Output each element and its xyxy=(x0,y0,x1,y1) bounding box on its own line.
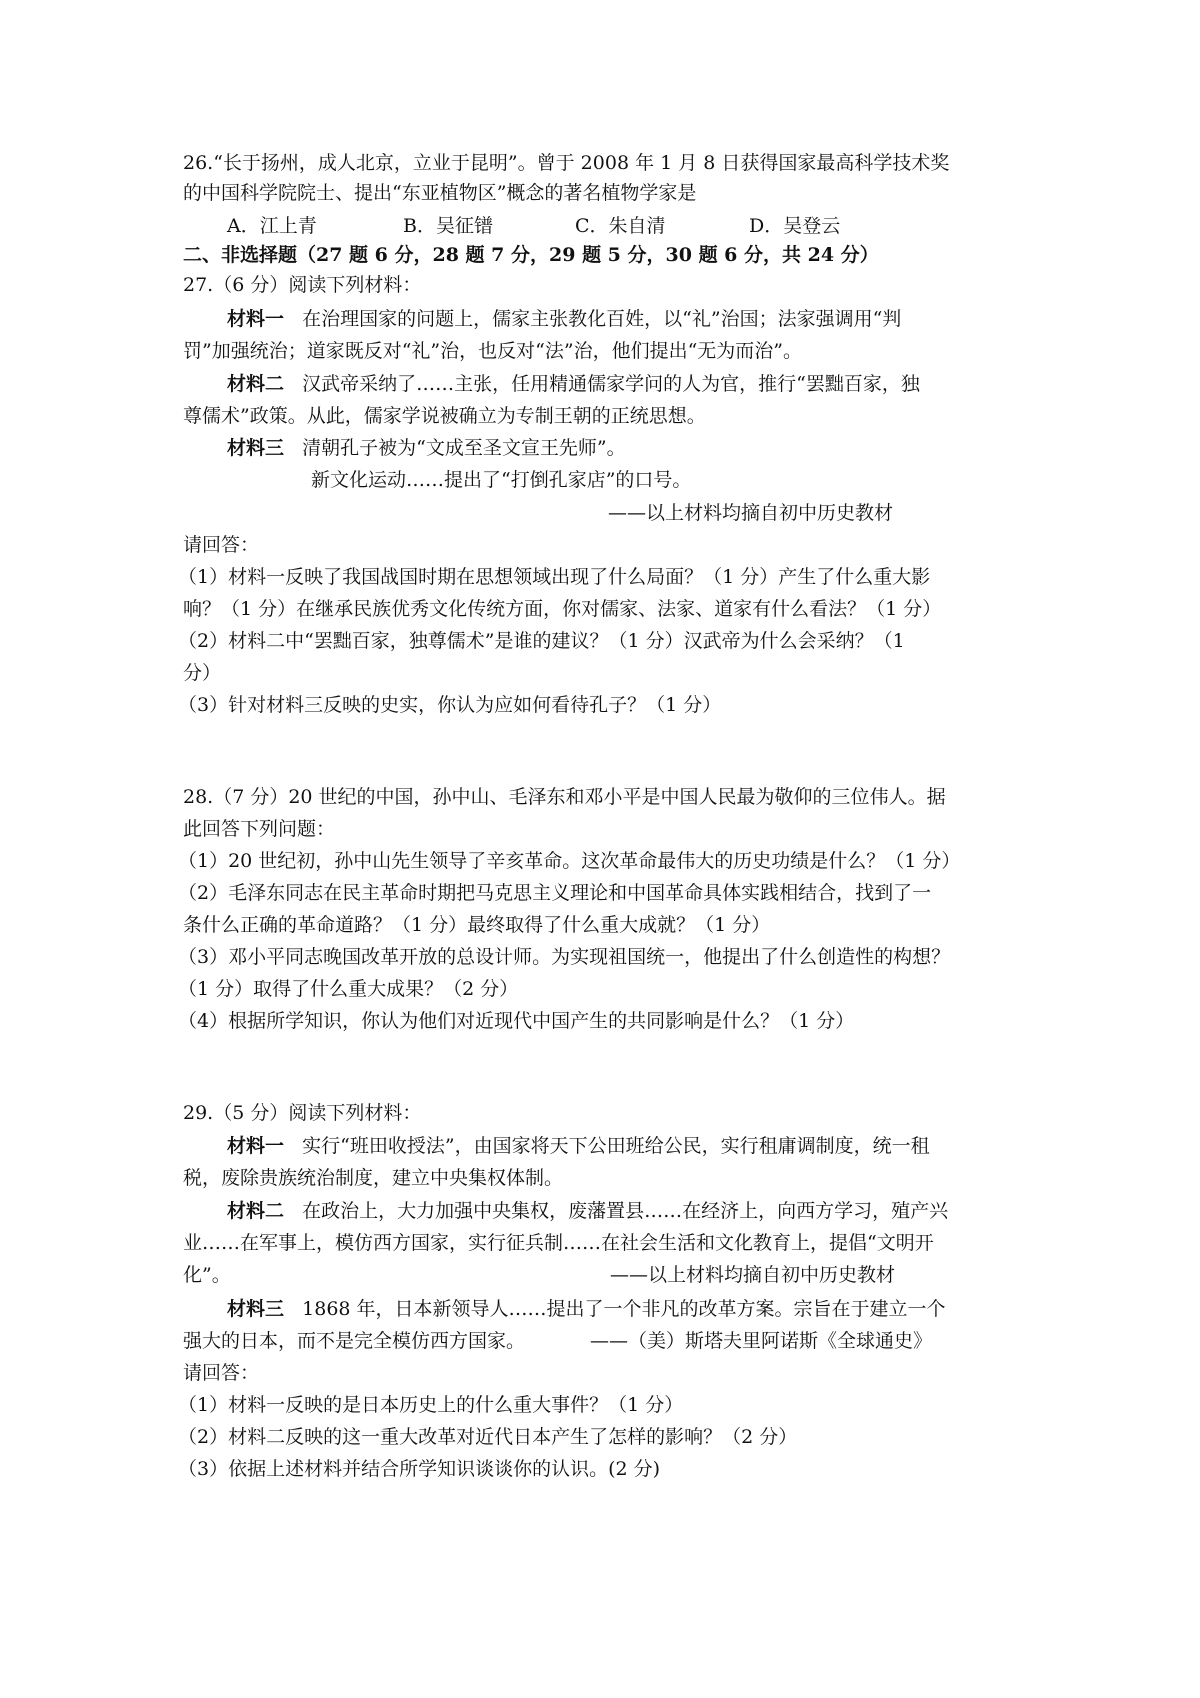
q27-material3-line2: 新文化运动……提出了“打倒孔家店”的口号。 xyxy=(311,469,692,491)
q29-material2-text1: 在政治上，大力加强中央集权，废藩置县……在经济上，向西方学习，殖产兴 xyxy=(302,1200,949,1222)
q26-option-a: A．江上青 xyxy=(227,215,317,237)
q26-option-c: C．朱自清 xyxy=(575,215,666,237)
q29-material2-line2: 业……在军事上，模仿西方国家，实行征兵制……在社会生活和文化教育上，提倡“文明开 xyxy=(183,1232,934,1254)
q27-answer-prompt: 请回答： xyxy=(183,534,260,556)
q26-stem-line1: 26.“长于扬州，成人北京，立业于昆明”。曾于 2008 年 1 月 8 日获得国家最高科学技术奖 xyxy=(183,152,950,174)
q26-option-d: D．吴登云 xyxy=(749,215,841,237)
q29-sub3: （3）依据上述材料并结合所学知识谈谈你的认识。(2 分) xyxy=(178,1458,661,1480)
q27-sub1-line1: （1）材料一反映了我国战国时期在思想领域出现了什么局面？（1 分）产生了什么重大影 xyxy=(178,566,931,588)
q27-sub2-line2: 分） xyxy=(183,662,222,684)
q29-material2-source: ——以上材料均摘自初中历史教材 xyxy=(610,1264,896,1286)
q29-sub1: （1）材料一反映的是日本历史上的什么重大事件？（1 分） xyxy=(178,1394,684,1416)
q28-sub3-line2: （1 分）取得了什么重大成果？（2 分） xyxy=(178,978,519,1000)
q29-intro: 29.（5 分）阅读下列材料： xyxy=(183,1102,422,1124)
q29-material2-line3: 化”。 xyxy=(183,1264,231,1286)
q29-material3-text1: 1868 年，日本新领导人……提出了一个非凡的改革方案。宗旨在于建立一个 xyxy=(302,1298,946,1320)
q27-material1-label: 材料一 xyxy=(227,308,285,330)
q29-sub2: （2）材料二反映的这一重大改革对近代日本产生了怎样的影响？（2 分） xyxy=(178,1426,798,1448)
q29-answer-prompt: 请回答： xyxy=(183,1362,260,1384)
q28-sub4: （4）根据所学知识，你认为他们对近现代中国产生的共同影响是什么？（1 分） xyxy=(178,1010,855,1032)
q29-material2-label: 材料二 xyxy=(227,1200,285,1222)
section2-title: 二、非选择题（27 题 6 分，28 题 7 分，29 题 5 分，30 题 6 分，共 24 分） xyxy=(183,244,879,266)
q27-material1-line2: 罚”加强统治；道家既反对“礼”治，也反对“法”治，他们提出“无为而治”。 xyxy=(183,340,802,362)
q29-material1-line2: 税，废除贵族统治制度，建立中央集权体制。 xyxy=(183,1167,564,1189)
q28-sub1: （1）20 世纪初，孙中山先生领导了辛亥革命。这次革命最伟大的历史功绩是什么？（1 分） xyxy=(178,850,961,872)
q29-material1-label: 材料一 xyxy=(227,1135,285,1157)
q29-material1-line1 xyxy=(227,1133,930,1159)
q27-material2-label: 材料二 xyxy=(227,373,285,395)
q29-material3-line2: 强大的日本，而不是完全模仿西方国家。 xyxy=(183,1330,526,1352)
q27-sub2-line1: （2）材料二中“罢黜百家，独尊儒术”是谁的建议？（1 分）汉武帝为什么会采纳？（1 xyxy=(178,630,905,652)
q27-intro: 27.（6 分）阅读下列材料： xyxy=(183,274,422,296)
q27-sub3: （3）针对材料三反映的史实，你认为应如何看待孔子？（1 分） xyxy=(178,694,722,716)
q29-material3-line1 xyxy=(227,1296,946,1322)
q27-material3-label: 材料三 xyxy=(227,437,285,459)
q29-material2-line1 xyxy=(227,1198,948,1224)
q27-source: ——以上材料均摘自初中历史教材 xyxy=(608,502,894,524)
q27-material2-text1: 汉武帝采纳了……主张，任用精通儒家学问的人为官，推行“罢黜百家，独 xyxy=(302,373,920,395)
q28-stem-line1: 28.（7 分）20 世纪的中国，孙中山、毛泽东和邓小平是中国人民最为敬仰的三位伟人。据 xyxy=(183,786,946,808)
q27-material1-text1: 在治理国家的问题上，儒家主张教化百姓，以“礼”治国；法家强调用“判 xyxy=(302,308,902,330)
q28-sub2-line1: （2）毛泽东同志在民主革命时期把马克思主义理论和中国革命具体实践相结合，找到了一 xyxy=(178,882,932,904)
q26-stem-line2: 的中国科学院院士、提出“东亚植物区”概念的著名植物学家是 xyxy=(183,182,697,204)
q27-sub1-line2: 响？（1 分）在继承民族优秀文化传统方面，你对儒家、法家、道家有什么看法？（1 分） xyxy=(183,598,942,620)
q27-material2-line2: 尊儒术”政策。从此，儒家学说被确立为专制王朝的正统思想。 xyxy=(183,405,706,427)
q29-material3-label: 材料三 xyxy=(227,1298,285,1320)
q26-option-b: B．吴征镨 xyxy=(403,215,493,237)
q27-material1-line1 xyxy=(227,306,901,332)
q27-material3-line1 xyxy=(227,435,626,461)
q28-sub3-line1: （3）邓小平同志晚国改革开放的总设计师。为实现祖国统一，他提出了什么创造性的构想？ xyxy=(178,946,951,968)
q27-material2-line1 xyxy=(227,371,920,397)
q29-material1-text1: 实行“班田收授法”，由国家将天下公田班给公民，实行租庸调制度，统一租 xyxy=(302,1135,930,1157)
q29-material3-source: ——（美）斯塔夫里阿诺斯《全球通史》 xyxy=(590,1330,933,1352)
q28-sub2-line2: 条什么正确的革命道路？（1 分）最终取得了什么重大成就？（1 分） xyxy=(183,914,771,936)
q28-stem-line2: 此回答下列问题： xyxy=(183,818,336,840)
q27-material3-text1: 清朝孔子被为“文成至圣文宣王先师”。 xyxy=(302,437,626,459)
